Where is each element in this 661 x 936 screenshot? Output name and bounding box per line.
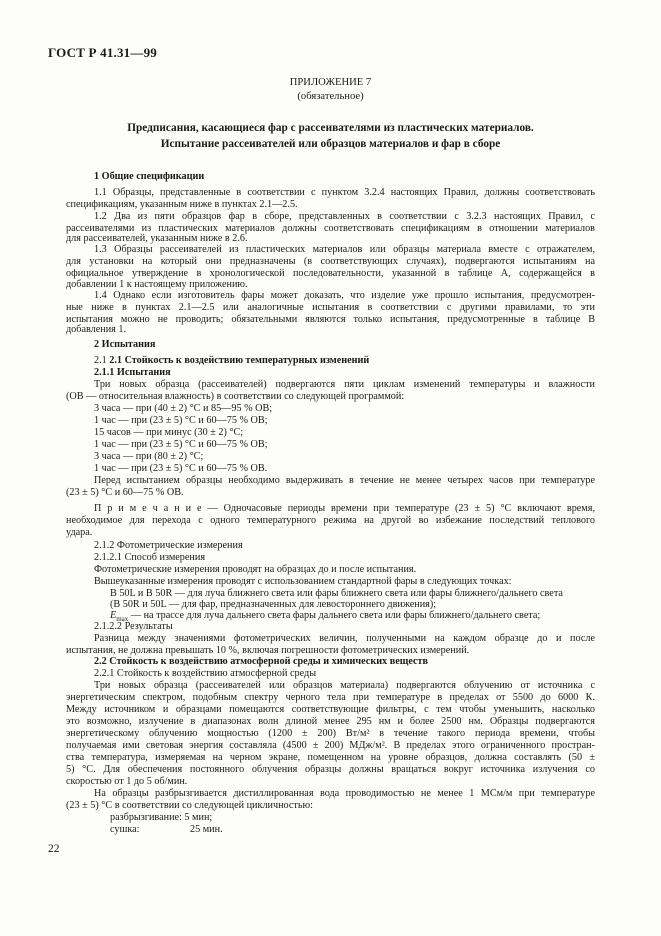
para-line: (23 ± 5) °С и 60—75 % ОВ. bbox=[66, 487, 184, 498]
para-line: 1.1 Образцы, представленные в соответствии с пунктом 3.2.4 настоящих Правил, должны соответствовать bbox=[94, 187, 595, 198]
para-line: ные ниже в пунктах 2.1—2.5 или аналогичные испытания в соответствии с другими правилами, то эти bbox=[66, 302, 595, 313]
section-title-line2: Испытание рассеивателей или образцов материалов и фар в сборе bbox=[160, 138, 501, 150]
emax-text: — на трассе для луча дальнего света фары дальнего света или фары ближнего/дальнего света; bbox=[130, 610, 541, 621]
note-line: необходимое для перехода с одного температурного режима на другой во избежание последствий теплового bbox=[66, 515, 595, 526]
para-line: Разница между значениями фотометрических величин, полученными на каждом образце до и после bbox=[94, 633, 595, 644]
para-line: Вышеуказанные измерения проводят с использованием стандартной фары в следующих точках: bbox=[94, 576, 512, 587]
para-line: скоростью от 1 до 5 об/мин. bbox=[66, 776, 188, 787]
para-line: (ОВ — относительная влажность) в соответствии со следующей программой: bbox=[66, 391, 405, 402]
cycle-step: 1 час — при (23 ± 5) °С и 60—75 % ОВ. bbox=[94, 463, 268, 474]
emax-subscript: max bbox=[116, 615, 129, 624]
para-line: Между источником и образцами помещаются соответствующие фильтры, с тем чтобы уменьшить, насколько bbox=[66, 704, 595, 715]
cycle-step: 3 часа — при (40 ± 2) °С и 85—95 % ОВ; bbox=[94, 403, 273, 414]
para-line: добавления 1. bbox=[66, 324, 127, 335]
para-line: энергетическому облучению мощностью (1200 ± 200) Вт/м² в течение такого периода времени, чтобы bbox=[66, 728, 595, 739]
appendix-title: ПРИЛОЖЕНИЕ 7 bbox=[289, 77, 372, 88]
appendix-status: (обязательное) bbox=[297, 91, 364, 102]
para-line: это возможно, излучение в диапазонах волн длиной менее 295 нм и более 2500 нм. Образцы подвергаются bbox=[66, 716, 595, 727]
note-line: удара. bbox=[66, 527, 93, 538]
para-line: для рассеивателей, указанным ниже в 2.6. bbox=[66, 233, 248, 244]
para-line: Перед испытанием образцы необходимо выдерживать в течение не менее четырех часов при температуре bbox=[94, 475, 595, 486]
subheading-temperature-text: 2.1 Стойкость к воздействию температурных изменений bbox=[109, 355, 370, 366]
para-line: На образцы разбрызгивается дистиллированная вода проводимостью не менее 1 МСм/м при температуре bbox=[94, 788, 595, 799]
cycle-step: 15 часов — при минус (30 ± 2) °С; bbox=[94, 427, 244, 438]
note-line: П р и м е ч а н и е — Одночасовые периоды времени при температуре (23 ± 5) °С включают время, bbox=[94, 503, 595, 514]
subheading-tests: 2.1.1 Испытания bbox=[94, 367, 171, 378]
para-line: энергетическим спектром, подобным спектру черного тела при температуре в пределах от 5500 до 6000 К. bbox=[66, 692, 595, 703]
para-line: ства температура, измеряемая на черном экране, помещенном на уровне образцов, должна составлять (50 ± bbox=[66, 752, 595, 763]
emax-symbol: E bbox=[110, 610, 117, 621]
document-id: ГОСТ Р 41.31—99 bbox=[48, 45, 157, 60]
para-line: 1.2 Два из пяти образцов фар в сборе, представленных в соответствии с 3.2.3 настоящих Правил, с bbox=[94, 211, 595, 222]
para-line: 1.3 Образцы рассеивателей из пластических материалов или образцы материала вместе с отражателем, bbox=[94, 244, 595, 255]
heading-general-specs: 1 Общие спецификации bbox=[94, 171, 205, 182]
subheading-results: 2.1.2.2 Результаты bbox=[94, 621, 173, 632]
page-number: 22 bbox=[48, 843, 60, 855]
subheading-weather: 2.2.1 Стойкость к воздействию атмосферной среды bbox=[94, 668, 317, 679]
para-line: добавлении 1 к настоящему приложению. bbox=[66, 279, 248, 290]
para-line: рассеивателями из пластических материалов должны соответствовать спецификациям в отношении материалов bbox=[66, 223, 595, 234]
para-line: (23 ± 5) °С в соответствии со следующей цикличностью: bbox=[66, 800, 313, 811]
spray-cycle: разбрызгивание: 5 мин; bbox=[110, 812, 213, 823]
dry-cycle-label: сушка: bbox=[110, 824, 140, 835]
para-line: Три новых образца (рассеивателей или образцов материала) подвергаются облучению от источника с bbox=[94, 680, 595, 691]
para-line: спецификациям, указанным ниже в пунктах 2.1—2.5. bbox=[66, 199, 298, 210]
subheading-weather-chemicals: 2.2 Стойкость к воздействию атмосферной среды и химических веществ bbox=[94, 656, 428, 667]
measure-point-emax bbox=[110, 609, 540, 626]
para-line: испытания, не должна превышать 10 %, включая погрешности фотометрических измерений. bbox=[66, 645, 470, 656]
subheading-temperature: 2.1 2.1 Стойкость к воздействию температурных изменений bbox=[94, 355, 370, 366]
measure-point: (В 50R и 50L — для фар, предназначенных для левостороннего движения); bbox=[110, 599, 437, 610]
para-line: испытания можно не проводить; обязательными являются только испытания, предусмотренные в таблице В bbox=[66, 314, 595, 325]
para-line: Три новых образца (рассеивателей) подвергаются пяти циклам изменений температуры и влажности bbox=[94, 379, 595, 390]
para-line: официальное утверждение в хронологической последовательности, указанной в таблице А, содержащейся в bbox=[66, 268, 595, 279]
cycle-step: 1 час — при (23 ± 5) °С и 60—75 % ОВ; bbox=[94, 439, 268, 450]
para-line: получаемая ими световая энергия составляла (4500 ± 200) МДж/м². В пределах этого ограниченного простран- bbox=[66, 740, 595, 751]
heading-tests: 2 Испытания bbox=[94, 339, 156, 350]
para-line: Фотометрические измерения проводят на образцах до и после испытания. bbox=[94, 564, 417, 575]
measure-point: В 50L и В 50R — для луча ближнего света или фары ближнего света или фары ближнего/дальнего света bbox=[110, 588, 563, 599]
subheading-method: 2.1.2.1 Способ измерения bbox=[94, 552, 206, 563]
dry-cycle-value: 25 мин. bbox=[190, 824, 223, 835]
para-line: для установки на который они предназначены (в соответствующих случаях), подвергаются испытаниям на bbox=[66, 256, 595, 267]
para-line: 1.4 Однако если изготовитель фары может доказать, что изделие уже прошло испытания, предусмотрен- bbox=[94, 290, 595, 301]
cycle-step: 1 час — при (23 ± 5) °С и 60—75 % ОВ; bbox=[94, 415, 268, 426]
subheading-photometric: 2.1.2 Фотометрические измерения bbox=[94, 540, 243, 551]
para-line: 5) °С. Для обеспечения постоянного облучения образцы должны вращаться вокруг источника излучения со bbox=[66, 764, 595, 775]
section-title-line1: Предписания, касающиеся фар с рассеивателями из пластических материалов. bbox=[127, 122, 534, 134]
cycle-step: 3 часа — при (80 ± 2) °С; bbox=[94, 451, 204, 462]
